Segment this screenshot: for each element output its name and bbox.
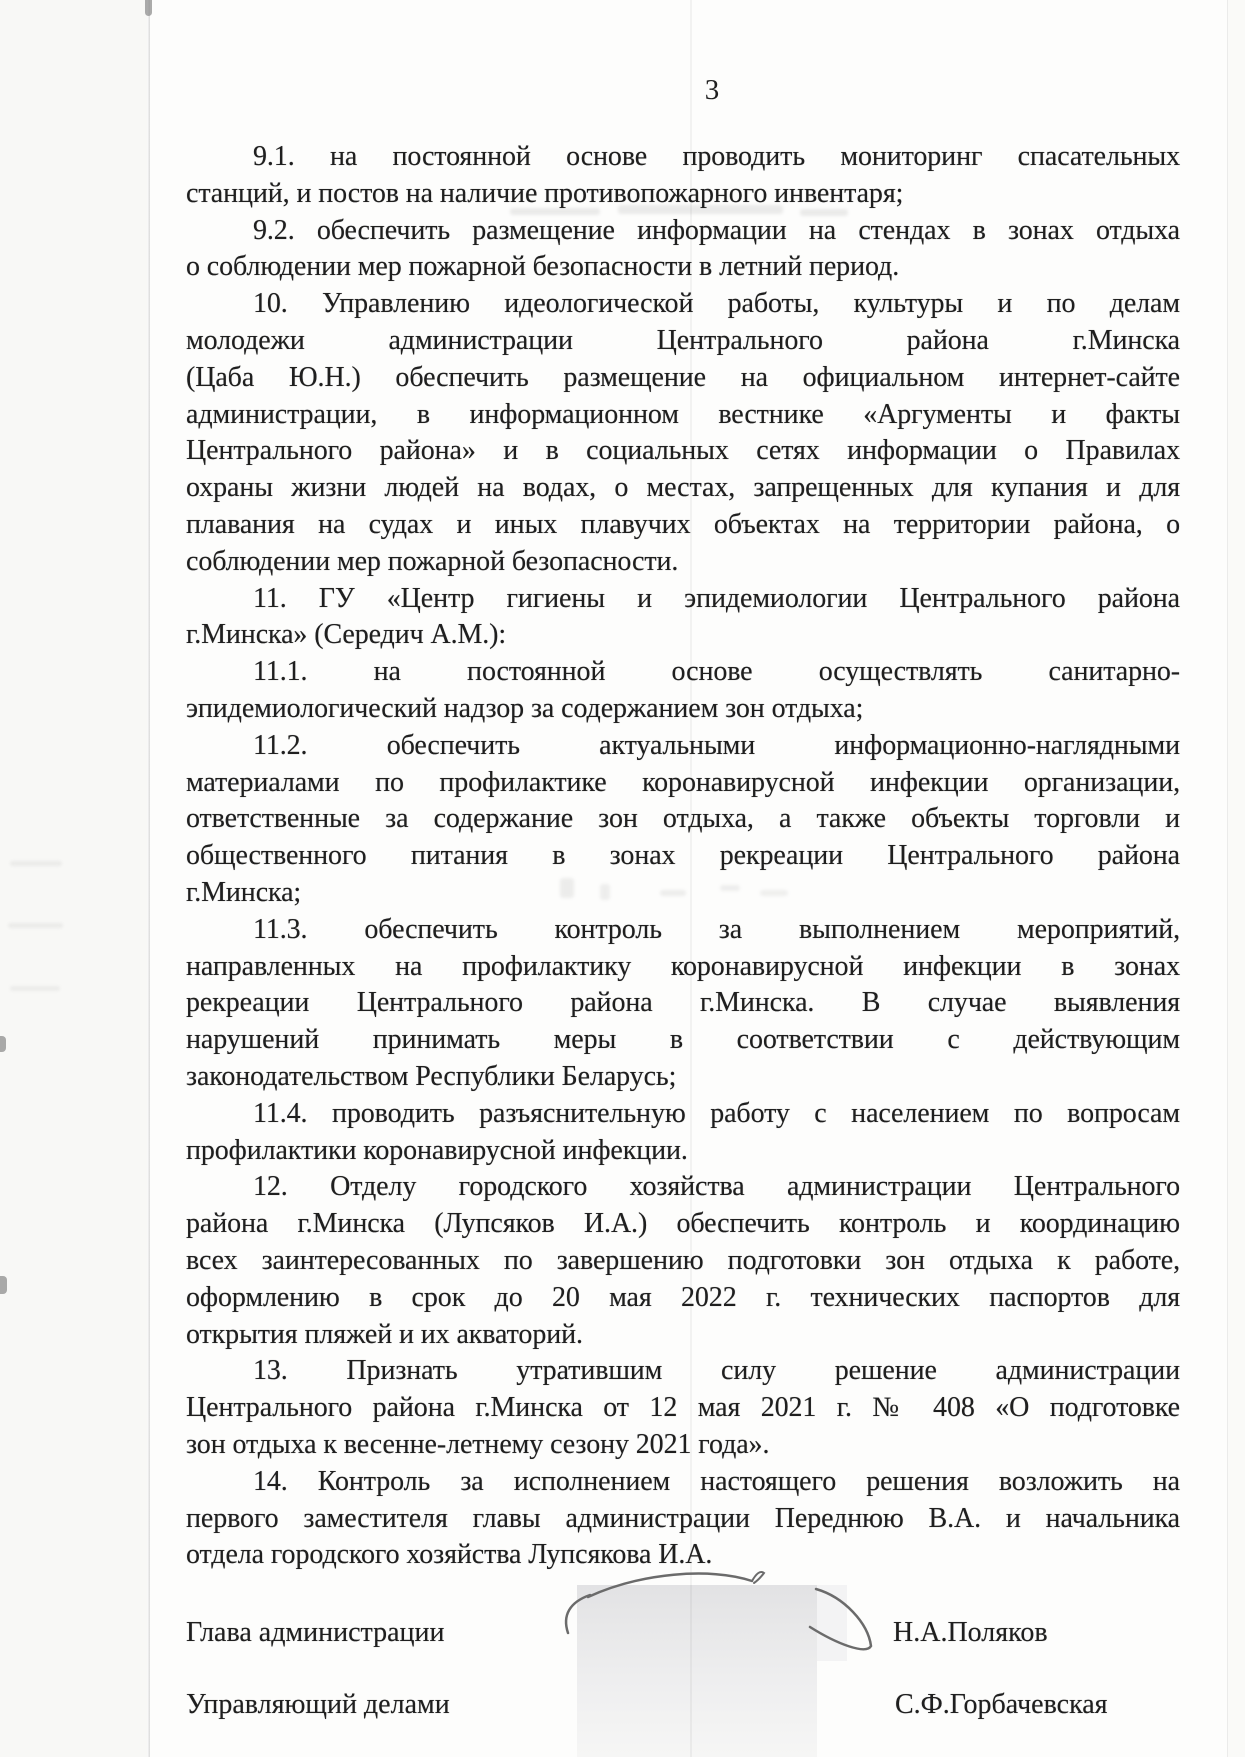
text-line: 14. Контроль за исполнением настоящего решения возложить на: [253, 1465, 1180, 1497]
page-left-margin: [0, 0, 147, 1757]
scan-smudge: [0, 1036, 6, 1052]
text-line: общественного питания в зонах рекреации Центрального района: [186, 840, 1180, 872]
text-line: района г.Минска (Лупсяков И.А.) обеспечить контроль и координацию: [186, 1208, 1180, 1240]
text-line: первого заместителя главы администрации Переднюю В.А. и начальника: [186, 1502, 1180, 1534]
text-line: материалами по профилактике коронавирусной инфекции организации,: [186, 766, 1180, 798]
scan-smudge: [8, 923, 63, 928]
page-edge-line: [147, 0, 150, 1757]
text-line: 9.2. обеспечить размещение информации на стендах в зонах отдыха: [253, 214, 1180, 246]
text-line: 10. Управлению идеологической работы, культуры и по делам: [253, 288, 1180, 320]
signatory-name-manager: С.Ф.Горбачевская: [895, 1689, 1108, 1720]
text-line: направленных на профилактику коронавирусной инфекции в зонах: [186, 950, 1180, 982]
text-line: 9.1. на постоянной основе проводить мониторинг спасательных: [253, 141, 1180, 172]
text-line: 11.3. обеспечить контроль за выполнением мероприятий,: [253, 913, 1180, 945]
page-edge-cap: [145, 0, 152, 16]
text-line: зон отдыха к весенне-летнему сезону 2021 года».: [186, 1429, 770, 1460]
text-line: 12. Отделу городского хозяйства администрации Центрального: [253, 1171, 1180, 1203]
scan-smudge: [0, 1276, 7, 1294]
fold-line: [690, 0, 692, 1757]
text-line: г.Минска;: [186, 877, 302, 908]
text-line: Центрального района» и в социальных сетях информации о Правилах: [186, 435, 1180, 467]
text-line: г.Минска» (Середич А.М.):: [186, 619, 507, 651]
signatory-name-head: Н.А.Поляков: [893, 1617, 1048, 1648]
signatory-title-manager: Управляющий делами: [186, 1689, 450, 1720]
text-line: 11. ГУ «Центр гигиены и эпидемиологии Центрального района: [253, 582, 1180, 614]
text-line: администрации, в информационном вестнике «Аргументы и факты: [186, 398, 1180, 430]
signatory-title-head: Глава администрации: [186, 1617, 445, 1648]
text-line: 11.2. обеспечить актуальными информационно-наглядными: [253, 729, 1180, 761]
text-line: законодательством Республики Беларусь;: [186, 1061, 677, 1092]
text-line: 11.1. на постоянной основе осуществлять санитарно-: [253, 656, 1180, 688]
text-line: рекреации Центрального района г.Минска. В случае выявления: [186, 987, 1180, 1019]
text-line: о соблюдении мер пожарной безопасности в летний период.: [186, 251, 900, 283]
text-line: профилактики коронавирусной инфекции.: [186, 1134, 688, 1166]
text-line: соблюдении мер пожарной безопасности.: [186, 545, 679, 577]
text-line: (Цаба Ю.Н.) обеспечить размещение на официальном интернет-сайте: [186, 361, 1180, 393]
text-line: охраны жизни людей на водах, о местах, запрещенных для купания и для: [186, 472, 1180, 504]
text-line: молодежи администрации Центрального района г.Минска: [186, 325, 1180, 356]
text-line: эпидемиологический надзор за содержанием зон отдыха;: [186, 693, 864, 724]
scan-smudge: [10, 861, 62, 866]
page-number: 3: [704, 74, 720, 106]
right-edge-line: [1227, 0, 1228, 1757]
text-line: ответственные за содержание зон отдыха, а также объекты торговли и: [186, 803, 1180, 835]
scan-smudge: [10, 986, 60, 991]
text-line: станций, и постов на наличие противопожарного инвентаря;: [186, 177, 904, 209]
text-line: 11.4. проводить разъяснительную работу с населением по вопросам: [253, 1097, 1180, 1129]
text-line: плавания на судах и иных плавучих объектах на территории района, о: [186, 509, 1180, 540]
text-line: нарушений принимать меры в соответствии с действующим: [186, 1024, 1180, 1056]
text-line: оформлению в срок до 20 мая 2022 г. технических паспортов для: [186, 1281, 1180, 1313]
text-line: отдела городского хозяйства Лупсякова И.А.: [186, 1539, 713, 1571]
text-line: открытия пляжей и их акваторий.: [186, 1318, 583, 1350]
signature-stroke-icon: [540, 1555, 900, 1670]
page-right-margin: [1228, 0, 1245, 1757]
text-line: Центрального района г.Минска от 12 мая 2021 г. № 408 «О подготовке: [186, 1392, 1180, 1424]
text-line: всех заинтересованных по завершению подготовки зон отдыха к работе,: [186, 1245, 1180, 1276]
text-line: 13. Признать утратившим силу решение администрации: [253, 1355, 1180, 1387]
